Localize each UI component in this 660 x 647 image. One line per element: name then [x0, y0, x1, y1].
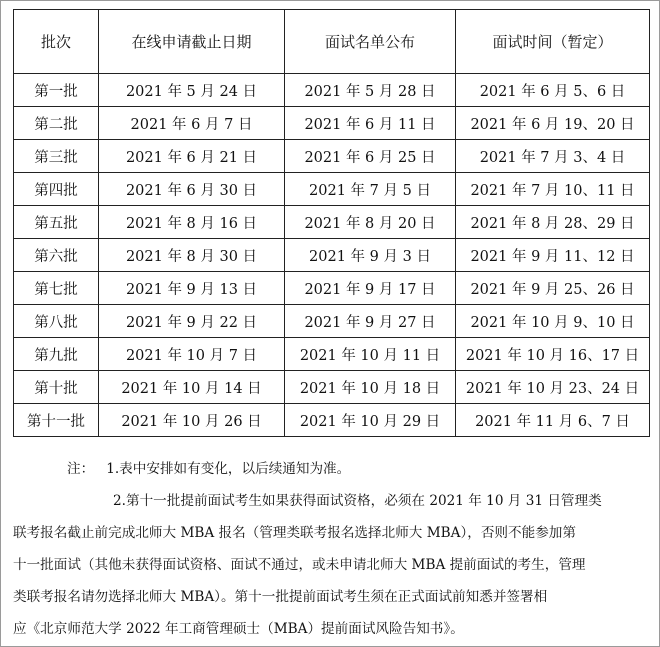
table-row — [14, 107, 650, 140]
interview-time-cell: 2021 年 9 月 25、26 日 — [456, 272, 650, 305]
batch-cell: 第八批 — [14, 305, 99, 338]
deadline-cell: 2021 年 6 月 30 日 — [99, 173, 285, 206]
header-application-deadline: 在线申请截止日期 — [99, 10, 285, 74]
deadline-cell: 2021 年 10 月 26 日 — [99, 404, 285, 437]
batch-cell: 第四批 — [14, 173, 99, 206]
list-release-cell: 2021 年 10 月 18 日 — [285, 371, 456, 404]
deadline-cell: 2021 年 9 月 22 日 — [99, 305, 285, 338]
interview-schedule-table — [13, 9, 650, 437]
note-2-line: 类联考报名请勿选择北师大 MBA）。第十一批提前面试考生须在正式面试前知悉并签署相 — [13, 589, 548, 605]
list-release-cell: 2021 年 10 月 11 日 — [285, 338, 456, 371]
table-row — [14, 173, 650, 206]
deadline-cell: 2021 年 8 月 16 日 — [99, 206, 285, 239]
deadline-cell: 2021 年 8 月 30 日 — [99, 239, 285, 272]
interview-time-cell: 2021 年 10 月 16、17 日 — [456, 338, 650, 371]
list-release-cell: 2021 年 7 月 5 日 — [285, 173, 456, 206]
deadline-cell: 2021 年 10 月 7 日 — [99, 338, 285, 371]
deadline-cell: 2021 年 6 月 7 日 — [99, 107, 285, 140]
interview-time-cell: 2021 年 11 月 6、7 日 — [456, 404, 650, 437]
list-release-cell: 2021 年 8 月 20 日 — [285, 206, 456, 239]
list-release-cell: 2021 年 9 月 17 日 — [285, 272, 456, 305]
table-row — [14, 338, 650, 371]
batch-cell: 第二批 — [14, 107, 99, 140]
header-interview-time: 面试时间（暂定） — [456, 10, 650, 74]
interview-time-cell: 2021 年 9 月 11、12 日 — [456, 239, 650, 272]
table-header-row — [14, 10, 650, 74]
notes-section — [13, 453, 649, 645]
batch-cell: 第十一批 — [14, 404, 99, 437]
interview-time-cell: 2021 年 6 月 5、6 日 — [456, 74, 650, 107]
table-row — [14, 140, 650, 173]
deadline-cell: 2021 年 6 月 21 日 — [99, 140, 285, 173]
batch-cell: 第七批 — [14, 272, 99, 305]
deadline-cell: 2021 年 9 月 13 日 — [99, 272, 285, 305]
interview-time-cell: 2021 年 6 月 19、20 日 — [456, 107, 650, 140]
interview-time-cell: 2021 年 8 月 28、29 日 — [456, 206, 650, 239]
table-row — [14, 206, 650, 239]
list-release-cell: 2021 年 9 月 27 日 — [285, 305, 456, 338]
header-interview-list-release: 面试名单公布 — [285, 10, 456, 74]
interview-time-cell: 2021 年 10 月 23、24 日 — [456, 371, 650, 404]
note-prefix: 注： — [67, 461, 95, 477]
note-2-line: 联考报名截止前完成北师大 MBA 报名（管理类联考报名选择北师大 MBA），否则不能参加第 — [13, 525, 576, 541]
note-2-line: 十一批面试（其他未获得面试资格、面试不通过，或未申请北师大 MBA 提前面试的考生，管理 — [13, 557, 586, 573]
interview-time-cell: 2021 年 7 月 10、11 日 — [456, 173, 650, 206]
list-release-cell: 2021 年 9 月 3 日 — [285, 239, 456, 272]
batch-cell: 第九批 — [14, 338, 99, 371]
deadline-cell: 2021 年 5 月 24 日 — [99, 74, 285, 107]
list-release-cell: 2021 年 6 月 11 日 — [285, 107, 456, 140]
batch-cell: 第五批 — [14, 206, 99, 239]
note-2-line: 2.第十一批提前面试考生如果获得面试资格，必须在 2021 年 10 月 31 日管理类 — [113, 493, 602, 509]
header-batch: 批次 — [14, 10, 99, 74]
batch-cell: 第三批 — [14, 140, 99, 173]
deadline-cell: 2021 年 10 月 14 日 — [99, 371, 285, 404]
table-row — [14, 272, 650, 305]
batch-cell: 第一批 — [14, 74, 99, 107]
table-row — [14, 404, 650, 437]
list-release-cell: 2021 年 6 月 25 日 — [285, 140, 456, 173]
table-row — [14, 305, 650, 338]
note-1 — [13, 453, 649, 485]
list-release-cell: 2021 年 10 月 29 日 — [285, 404, 456, 437]
note-1-text: 1.表中安排如有变化，以后续通知为准。 — [106, 461, 351, 477]
list-release-cell: 2021 年 5 月 28 日 — [285, 74, 456, 107]
table-row — [14, 239, 650, 272]
interview-time-cell: 2021 年 10 月 9、10 日 — [456, 305, 650, 338]
batch-cell: 第六批 — [14, 239, 99, 272]
interview-time-cell: 2021 年 7 月 3、4 日 — [456, 140, 650, 173]
table-row — [14, 74, 650, 107]
note-2-line: 应《北京师范大学 2022 年工商管理硕士（MBA）提前面试风险告知书》。 — [13, 621, 464, 637]
batch-cell: 第十批 — [14, 371, 99, 404]
table-row — [14, 371, 650, 404]
